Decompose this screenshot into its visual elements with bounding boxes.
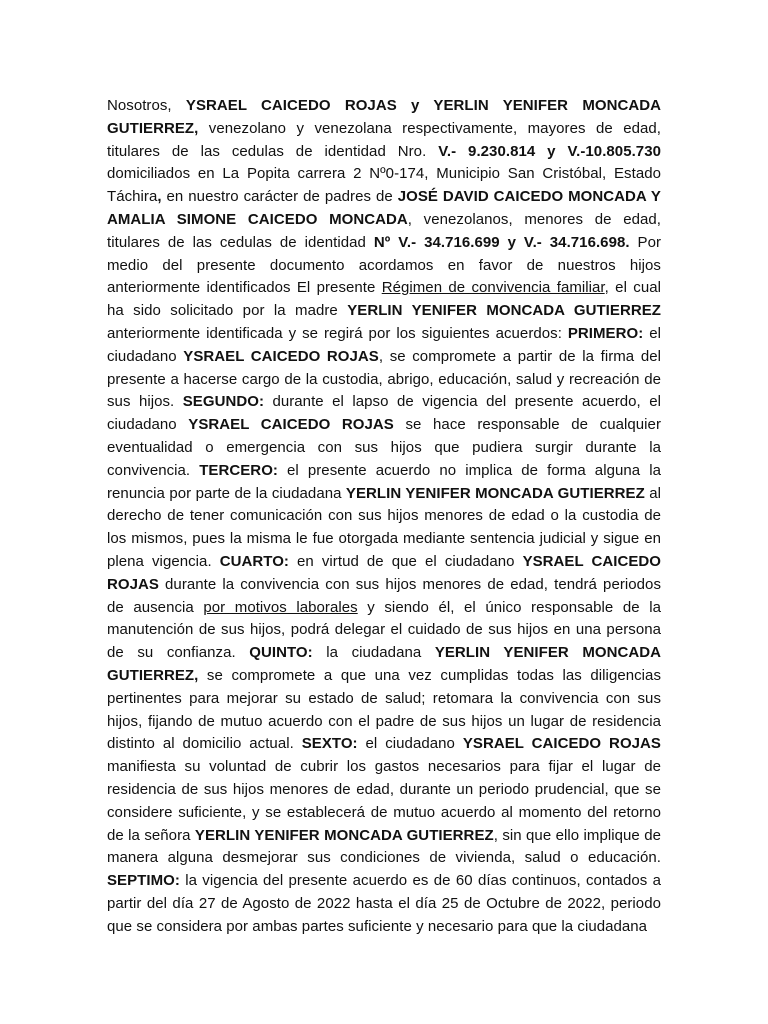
- text-run: y siendo él, el único responsable de la manutención de sus hijos, podrá delegar el cuidado de sus hijos en una persona de su confianza.: [107, 598, 661, 662]
- text-run: en nuestro carácter de padres de: [161, 188, 398, 206]
- text-run: , el cual ha sido solicitado por la madre: [107, 279, 661, 320]
- text-run: domiciliados en La Popita carrera 2 Nº0-174, Municipio San Cristóbal, Estado Táchira: [107, 165, 661, 206]
- bold-run: ,: [157, 188, 162, 206]
- text-run: la vigencia del presente acuerdo es de 60 días continuos, contados a partir del día 27 de Agosto de 2022 hasta el día 25 de Octubre de 2022, periodo que se considera por ambas partes suficiente y necesario para que la ciudadana: [107, 872, 661, 935]
- bold-run: QUINTO:: [249, 644, 313, 662]
- text-run: anteriormente identificada y se regirá por los siguientes acuerdos:: [107, 324, 568, 342]
- text-run: en virtud de que el ciudadano: [288, 552, 523, 570]
- bold-run: YSRAEL CAICEDO ROJAS: [107, 552, 662, 593]
- bold-run: YERLIN YENIFER MONCADA GUTIERREZ: [194, 826, 494, 844]
- bold-run: SEPTIMO:: [107, 872, 180, 890]
- bold-run: YERLIN YENIFER MONCADA GUTIERREZ: [345, 484, 645, 502]
- bold-run: YSRAEL CAICEDO ROJAS: [188, 416, 394, 434]
- underlined-run: Régimen de convivencia familiar: [381, 279, 605, 297]
- text-run: se compromete a que una vez cumplidas todas las diligencias pertinentes para mejorar su estado de salud; retomara la convivencia con sus hijos, fijando de mutuo acuerdo con el padre de sus hijos un lugar de residencia distinto al domicilio actual.: [107, 666, 661, 753]
- bold-run: JOSÉ DAVID CAICEDO MONCADA Y AMALIA SIMONE CAICEDO MONCADA: [107, 188, 661, 228]
- text-run: se hace responsable de cualquier eventualidad o emergencia con sus hijos que pudiera surgir durante la convivencia.: [107, 416, 661, 479]
- bold-run: SEXTO:: [301, 735, 358, 753]
- text-run: Nosotros,: [107, 97, 186, 114]
- text-run: el presente acuerdo no implica de forma alguna la renuncia por parte de la ciudadana: [107, 461, 661, 502]
- bold-run: YSRAEL CAICEDO ROJAS y YERLIN YENIFER MONCADA GUTIERREZ,: [107, 97, 661, 137]
- text-run: Por medio del presente documento acordamos en favor de nuestros hijos anteriormente identificados El presente: [107, 233, 662, 297]
- text-run: , venezolanos, menores de edad, titulares de las cedulas de identidad: [107, 210, 661, 251]
- text-run: la ciudadana: [312, 644, 435, 662]
- text-run: durante el lapso de vigencia del presente acuerdo, el ciudadano: [107, 393, 661, 434]
- bold-run: SEGUNDO:: [182, 393, 264, 411]
- agreement-paragraph: [107, 95, 661, 938]
- underlined-run: por motivos laborales: [203, 598, 358, 616]
- text-run: el ciudadano: [107, 324, 661, 365]
- text-run: al derecho de tener comunicación con sus hijos menores de edad o la custodia de los mismos, pues la misma le fue otorgada mediante sentencia judicial y sigue en plena vigencia.: [107, 484, 661, 570]
- bold-run: PRIMERO:: [567, 324, 644, 342]
- text-run: venezolano y venezolana respectivamente, mayores de edad, titulares de las cedulas de identidad Nro.: [107, 119, 661, 160]
- bold-run: CUARTO:: [219, 552, 289, 570]
- bold-run: V.- 9.230.814 y V.-10.805.730: [438, 142, 661, 160]
- bold-run: YERLIN YENIFER MONCADA GUTIERREZ,: [107, 644, 661, 684]
- text-run: , sin que ello implique de manera alguna desmejorar sus condiciones de vivienda, salud o educación.: [107, 826, 661, 867]
- text-run: durante la convivencia con sus hijos menores de edad, tendrá periodos de ausencia: [107, 575, 661, 616]
- text-run: el ciudadano: [357, 735, 463, 753]
- bold-run: TERCERO:: [199, 461, 278, 479]
- bold-run: YSRAEL CAICEDO ROJAS: [462, 735, 661, 753]
- bold-run: YSRAEL CAICEDO ROJAS: [183, 347, 379, 365]
- bold-run: YERLIN YENIFER MONCADA GUTIERREZ: [347, 302, 661, 320]
- text-run: manifiesta su voluntad de cubrir los gastos necesarios para fijar el lugar de residencia de sus hijos menores de edad, durante un periodo prudencial, que se considere suficiente, y se establecerá de mutuo acuerdo al momento del retorno de la señora: [107, 758, 661, 844]
- text-run: , se compromete a partir de la firma del presente a hacerse cargo de la custodia, abrigo, educación, salud y recreación de sus hijos.: [107, 347, 661, 411]
- bold-run: Nº V.- 34.716.699 y V.- 34.716.698.: [373, 233, 630, 251]
